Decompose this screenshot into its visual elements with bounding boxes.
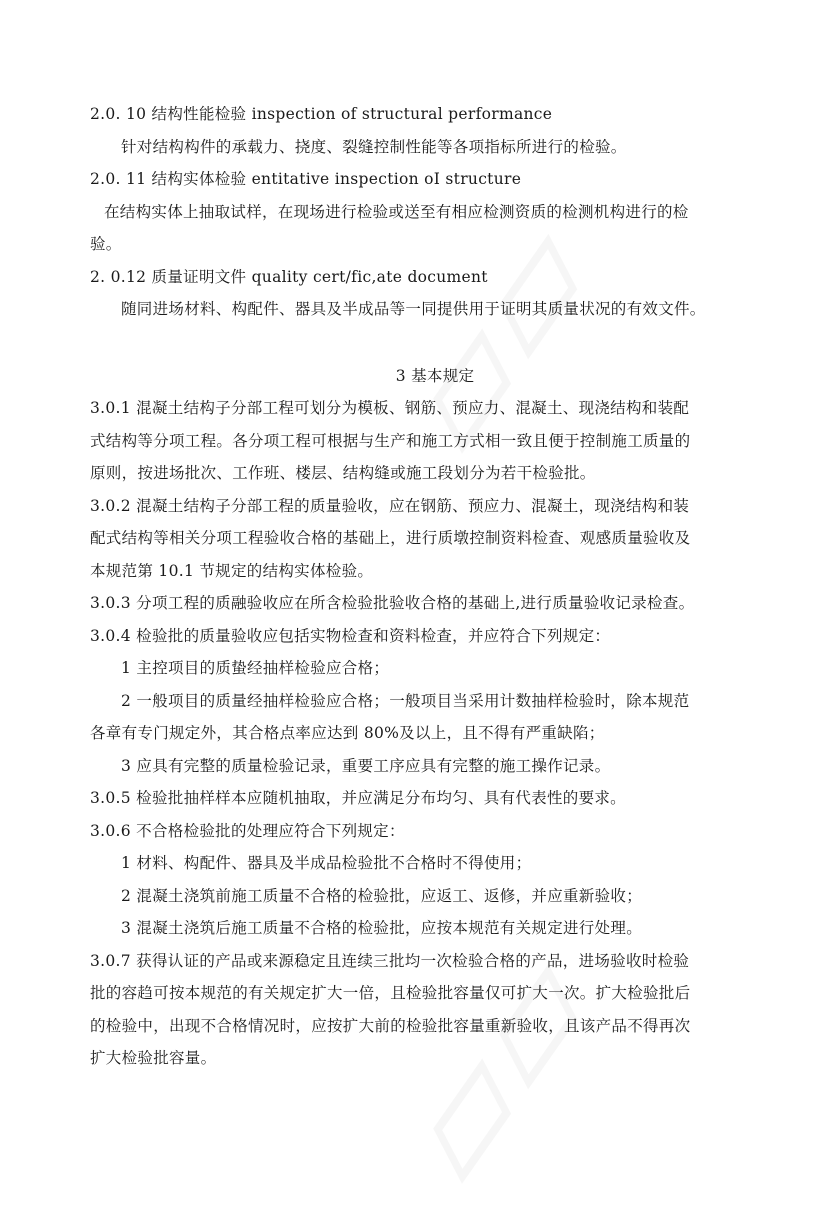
blank-line — [90, 326, 780, 360]
text-line: 2. 0.12 质量证明文件 quality cert/fic,ate document — [90, 267, 488, 286]
text-line: 在结构实体上抽取试样，在现场进行检验或送至有相应检测资质的检测机构进行的检 — [104, 202, 689, 221]
text-line: 3 混凝土浇筑后施工质量不合格的检验批，应按本规范有关规定进行处理。 — [121, 919, 642, 937]
text-line: 的检验中，出现不合格情况时，应按扩大前的检验批容量重新验收，且该产品不得再次 — [90, 1016, 691, 1035]
text-line: 3.0.1 混凝土结构子分部工程可划分为模板、钢筋、预应力、混凝土、现浇结构和装配 — [90, 399, 690, 417]
document-body — [90, 98, 780, 1075]
text-line: 配式结构等相关分项工程验收合格的基础上，进行质墩控制资料检查、观感质量验收及 — [90, 529, 691, 547]
text-line: 3.0.2 混凝土结构子分部工程的质量验收，应在钢筋、预应力、混凝土，现浇结构和装 — [90, 496, 690, 515]
text-line: 2.0. 11 结构实体检验 entitative inspection oI structure — [90, 170, 522, 188]
text-line: 式结构等分项工程。各分项工程可根据与生产和施工方式相一致且便于控制施工质量的 — [90, 431, 691, 450]
text-line: 3.0.3 分项工程的质融验收应在所含检验批验收合格的基础上,进行质量验收记录检查。 — [90, 594, 695, 612]
text-line: 2 混凝土浇筑前施工质量不合格的检验批，应返工、返修，并应重新验收； — [121, 886, 642, 905]
text-line: 随同进场材料、构配件、器具及半成品等一同提供用于证明其质量状况的有效文件。 — [121, 300, 706, 318]
text-line: 各章有专门规定外，其合格点率应达到 80%及以上，且不得有严重缺陷； — [90, 724, 605, 742]
text-line: 批的容趋可按本规范的有关规定扩大一倍，且检验批容量仅可扩大一次。扩大检验批后 — [90, 984, 691, 1002]
text-line: 针对结构构件的承载力、挠度、裂缝控制性能等各项指标所进行的检验。 — [121, 137, 627, 156]
text-line: 3 应具有完整的质量检验记录，重要工序应具有完整的施工操作记录。 — [121, 756, 611, 775]
text-line: 本规范第 10.1 节规定的结构实体检验。 — [90, 561, 374, 580]
text-line: 1 主控项目的质蛰经抽样检验应合格； — [121, 659, 390, 677]
text-line: 3.0.5 检验批抽样样本应随机抽取，并应满足分布均匀、具有代表性的要求。 — [90, 789, 626, 807]
text-line: 扩大检验批容量。 — [90, 1049, 217, 1067]
text-line: 原则，按进场批次、工作班、楼层、结构缝或施工段划分为若干检验批。 — [90, 464, 596, 482]
text-line: 3.0.6 不合格检验批的处理应符合下列规定： — [90, 821, 405, 840]
text-line: 2 一般项目的质量经抽样检验应合格；一般项目当采用计数抽样检验时，除本规范 — [121, 691, 690, 710]
text-line: 2.0. 10 结构性能检验 inspection of structural performance — [90, 105, 553, 123]
text-line: 1 材料、构配件、器具及半成品检验批不合格时不得使用； — [121, 854, 532, 872]
text-line: 验。 — [90, 235, 122, 253]
section-heading: 3 基本规定 — [395, 366, 475, 385]
text-line: 3.0.7 获得认证的产品或来源稳定且连续三批均一次检验合格的产品，进场验收时检验 — [90, 951, 690, 970]
text-line: 3.0.4 检验批的质量验收应包括实物检查和资料检查，并应符合下列规定： — [90, 626, 611, 645]
